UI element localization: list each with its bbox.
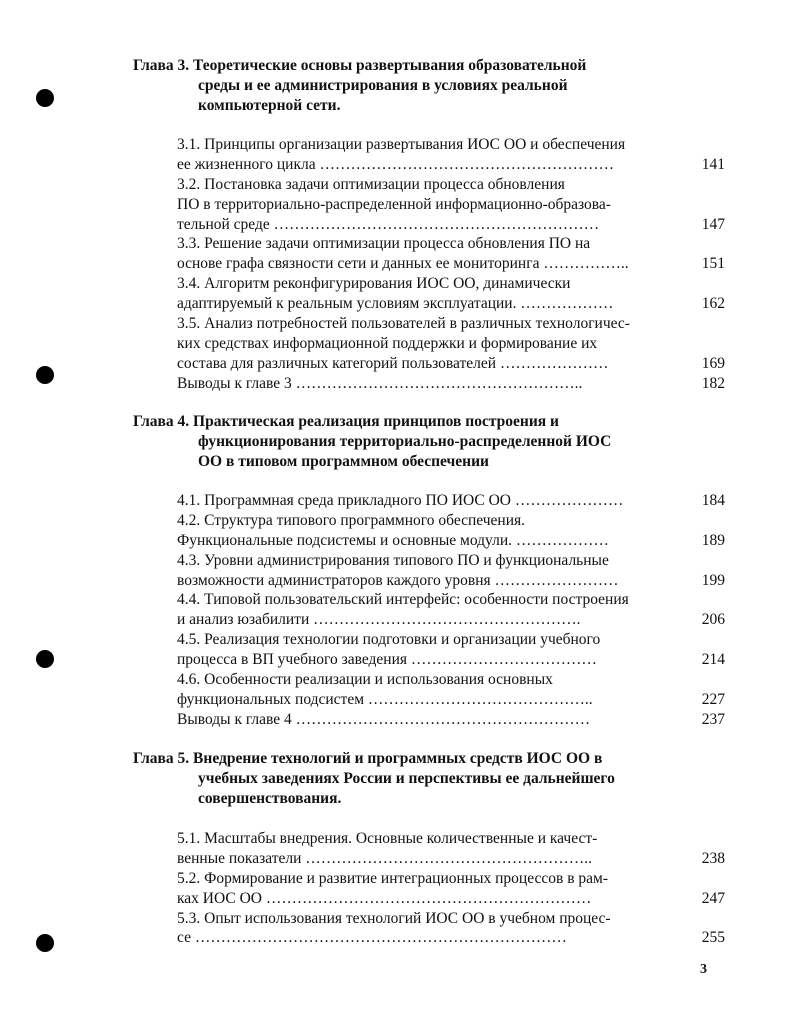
toc-line [177, 491, 725, 511]
toc-page-number: 162 [701, 295, 725, 313]
toc-line-text: венные показатели ……………………………………………….. [177, 849, 592, 867]
toc-line-text: 3.3. Решение задачи оптимизации процесса обновления ПО на [177, 235, 591, 253]
toc-line-text: 5.2. Формирование и развитие интеграционных процессов в рам- [177, 869, 608, 887]
toc-page-number: 151 [701, 255, 725, 273]
toc-line [177, 670, 725, 690]
toc-line [177, 254, 725, 274]
punch-hole-1 [36, 89, 54, 107]
toc-page-number: 182 [701, 374, 725, 392]
toc-line [177, 234, 725, 254]
toc-line-text: 4.6. Особенности реализации и использования основных [177, 671, 553, 689]
toc-line [177, 928, 725, 948]
punch-hole-3 [36, 650, 54, 668]
chapter-title-line: Глава 5. Внедрение технологий и программных средств ИОС ОО в [133, 750, 603, 767]
toc-line [177, 175, 725, 195]
toc-page-number: 247 [701, 889, 725, 907]
toc-line [177, 909, 725, 929]
toc-line-text: ПО в территориально-распределенной информационно-образова- [177, 195, 611, 213]
chapter-title-line: ОО в типовом программном обеспечении [198, 453, 489, 470]
punch-hole-2 [36, 366, 54, 384]
toc-line [177, 215, 725, 235]
toc-line-text: процесса в ВП учебного заведения ……………………………… [177, 651, 597, 669]
chapter-4-title [133, 412, 693, 472]
toc-line [177, 531, 725, 551]
toc-line-text: возможности администраторов каждого уровня …………………… [177, 571, 619, 589]
toc-line [177, 590, 725, 610]
toc-line-text: Выводы к главе 3 ……………………………………………….. [177, 374, 583, 392]
toc-line [177, 334, 725, 354]
toc-line-text: Функциональные подсистемы и основные модули. ……………… [177, 531, 609, 549]
toc-line-text: 3.1. Принципы организации развертывания ИОС ОО и обеспечения [177, 136, 626, 153]
toc-page-number: 169 [701, 354, 725, 372]
toc-line-text: адаптируемый к реальным условиям эксплуатации. ……………… [177, 295, 614, 313]
chapter-title-line: функционирования территориально-распределенной ИОС [198, 433, 612, 450]
toc-line [177, 374, 725, 394]
toc-line [177, 354, 725, 374]
toc-line-text: тельной среде ……………………………………………………… [177, 215, 600, 233]
toc-page-number: 199 [701, 571, 725, 589]
toc-line-text: 4.2. Структура типового программного обеспечения. [177, 511, 526, 529]
toc-line [177, 511, 725, 531]
toc-line [177, 829, 725, 849]
toc-page-number: 255 [701, 929, 725, 947]
chapter-title-line: Глава 4. Практическая реализация принципов построения и [133, 413, 559, 430]
toc-line-text: Выводы к главе 4 ………………………………………………… [177, 710, 591, 728]
toc-line-text: 3.4. Алгоритм реконфигурирования ИОС ОО, динамически [177, 275, 571, 293]
toc-line [177, 650, 725, 670]
toc-page-number: 206 [701, 611, 725, 629]
toc-line-text: 5.3. Опыт использования технологий ИОС ОО в учебном процес- [177, 909, 611, 927]
chapter-title-line: среды и ее администрирования в условиях реальной [198, 77, 568, 94]
chapter-title-line: совершенствования. [198, 790, 342, 807]
toc-line-text: се ……………………………………………………………… [177, 929, 567, 947]
toc-line [177, 135, 725, 155]
toc-line [177, 869, 725, 889]
chapter-3-toc [177, 135, 725, 394]
chapter-5-title [133, 749, 693, 809]
toc-line-text: и анализ юзабилити ……………………………………………. [177, 611, 581, 629]
toc-line [177, 690, 725, 710]
chapter-title-line: Глава 3. Теоретические основы развертывания образовательной [133, 57, 587, 74]
toc-line-text: состава для различных категорий пользователей ………………… [177, 354, 609, 372]
toc-line-text: ее жизненного цикла ………………………………………………… [177, 155, 614, 173]
toc-line [177, 889, 725, 909]
toc-page-number: 147 [701, 215, 725, 233]
toc-line-text: ках ИОС ОО ……………………………………………………… [177, 889, 592, 907]
toc-line-text: 5.1. Масштабы внедрения. Основные количественные и качест- [177, 830, 598, 847]
toc-page-number: 214 [701, 651, 725, 669]
toc-line [177, 571, 725, 591]
toc-line-text: ких средствах информационной поддержки и формирование их [177, 334, 598, 352]
toc-line [177, 155, 725, 175]
toc-line-text: основе графа связности сети и данных ее мониторинга …………….. [177, 255, 629, 273]
page-number: 3 [700, 962, 707, 977]
chapter-5-toc [177, 829, 725, 948]
toc-line-text: 4.3. Уровни администрирования типового ПО и функциональные [177, 551, 609, 569]
chapter-title-line: учебных заведениях России и перспективы ее дальнейшего [198, 770, 615, 787]
toc-line [177, 849, 725, 869]
toc-line [177, 314, 725, 334]
toc-line-text: 4.5. Реализация технологии подготовки и организации учебного [177, 631, 601, 649]
punch-hole-4 [36, 934, 54, 952]
toc-line [177, 274, 725, 294]
toc-line [177, 610, 725, 630]
toc-page-number: 141 [701, 155, 725, 173]
toc-line [177, 630, 725, 650]
toc-line-text: 4.4. Типовой пользовательский интерфейс: особенности построения [177, 591, 629, 609]
toc-line [177, 551, 725, 571]
toc-line-text: 3.2. Постановка задачи оптимизации процесса обновления [177, 175, 565, 193]
toc-page-number: 238 [701, 849, 725, 867]
chapter-title-line: компьютерной сети. [198, 97, 341, 114]
toc-line [177, 294, 725, 314]
toc-line [177, 710, 725, 730]
chapter-4-toc [177, 491, 725, 730]
toc-line-text: 4.1. Программная среда прикладного ПО ИОС ОО ………………… [177, 492, 624, 509]
toc-page-number: 227 [701, 690, 725, 708]
toc-line [177, 195, 725, 215]
toc-page-number: 237 [701, 710, 725, 728]
toc-line-text: 3.5. Анализ потребностей пользователей в различных технологичес- [177, 315, 630, 333]
toc-page-number: 189 [701, 531, 725, 549]
toc-page-number: 184 [701, 492, 725, 509]
chapter-3-title [133, 56, 693, 116]
toc-line-text: функциональных подсистем …………………………………….. [177, 690, 593, 708]
